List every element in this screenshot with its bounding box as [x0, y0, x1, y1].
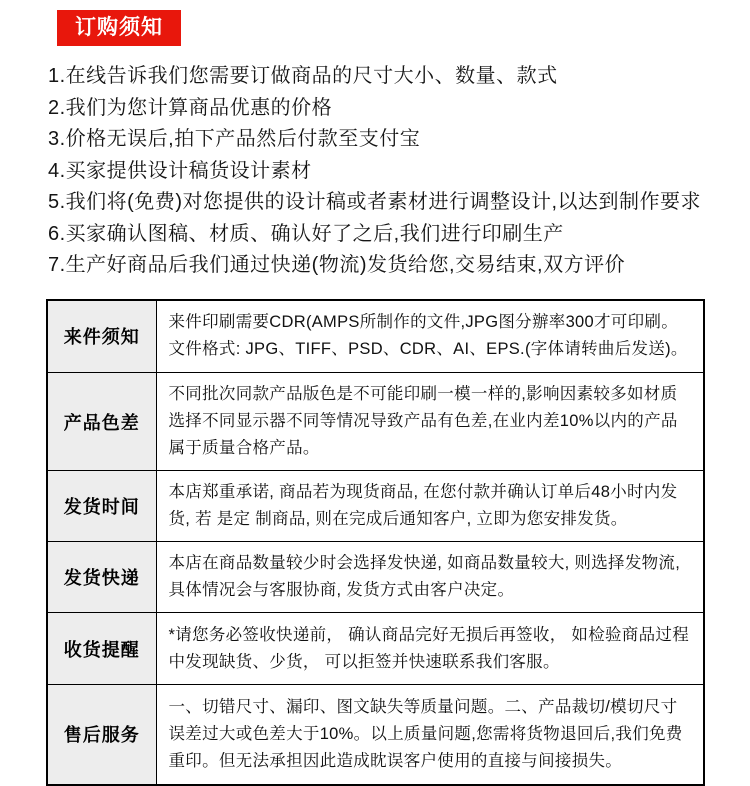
row-label-incoming-files: 来件须知	[47, 300, 156, 373]
row-label-shipping-time: 发货时间	[47, 471, 156, 542]
row-content-incoming-files: 来件印刷需要CDR(AMPS所制作的文件,JPG图分辦率300才可印刷。文件格式: JPG、TIFF、PSD、CDR、AI、EPS.(字体请转曲后发送)。	[156, 300, 704, 373]
row-content-color-difference: 不同批次同款产品版色是不可能印刷一模一样的,影响因素较多如材质选择不同显示器不同等情况导致产品有色差,在业内差10%以内的产品属于质量合格产品。	[156, 373, 704, 471]
table-row	[47, 373, 704, 471]
order-step-1: 1.在线告诉我们您需要订做商品的尺寸大小、数量、款式	[48, 65, 558, 88]
row-label-shipping-courier: 发货快递	[47, 542, 156, 613]
row-content-receiving-reminder: *请您务必签收快递前， 确认商品完好无损后再签收， 如检验商品过程中发现缺货、少货， 可以拒签并快速联系我们客服。	[156, 613, 704, 685]
row-label-receiving-reminder: 收货提醒	[47, 613, 156, 685]
order-step-6: 6.买家确认图稿、材质、确认好了之后,我们进行印刷生产	[48, 222, 564, 245]
order-step-3: 3.价格无误后,拍下产品然后付款至支付宝	[48, 128, 421, 151]
order-step-5: 5.我们将(免费)对您提供的设计稿或者素材进行调整设计,以达到制作要求	[48, 191, 702, 214]
order-steps-list	[48, 61, 718, 282]
table-row	[47, 613, 704, 685]
table-row	[47, 542, 704, 613]
row-content-shipping-courier: 本店在商品数量较少时会选择发快递, 如商品数量较大, 则选择发物流, 具体情况会与客服协商, 发货方式由客户决定。	[156, 542, 704, 613]
table-row	[47, 471, 704, 542]
order-step-7: 7.生产好商品后我们通过快递(物流)发货给您,交易结束,双方评价	[48, 254, 626, 277]
order-step-4: 4.买家提供设计稿货设计素材	[48, 159, 312, 182]
order-step-2: 2.我们为您计算商品优惠的价格	[48, 96, 333, 119]
row-label-after-sales: 售后服务	[47, 685, 156, 785]
row-content-shipping-time: 本店郑重承诺, 商品若为现货商品, 在您付款并确认订单后48小时内发货, 若 是定 制商品, 则在完成后通知客户, 立即为您安排发货。	[156, 471, 704, 542]
service-info-table	[46, 299, 705, 786]
row-label-color-difference: 产品色差	[47, 373, 156, 471]
row-content-after-sales: 一、切错尺寸、漏印、图文缺失等质量问题。二、产品裁切/模切尺寸误差过大或色差大于10%。以上质量问题,您需将货物退回后,我们免费重印。但无法承担因此造成眈误客户使用的直接与间接损失。	[156, 685, 704, 785]
table-row	[47, 685, 704, 785]
order-notice-title-badge: 订购须知	[57, 10, 181, 46]
table-row	[47, 300, 704, 373]
